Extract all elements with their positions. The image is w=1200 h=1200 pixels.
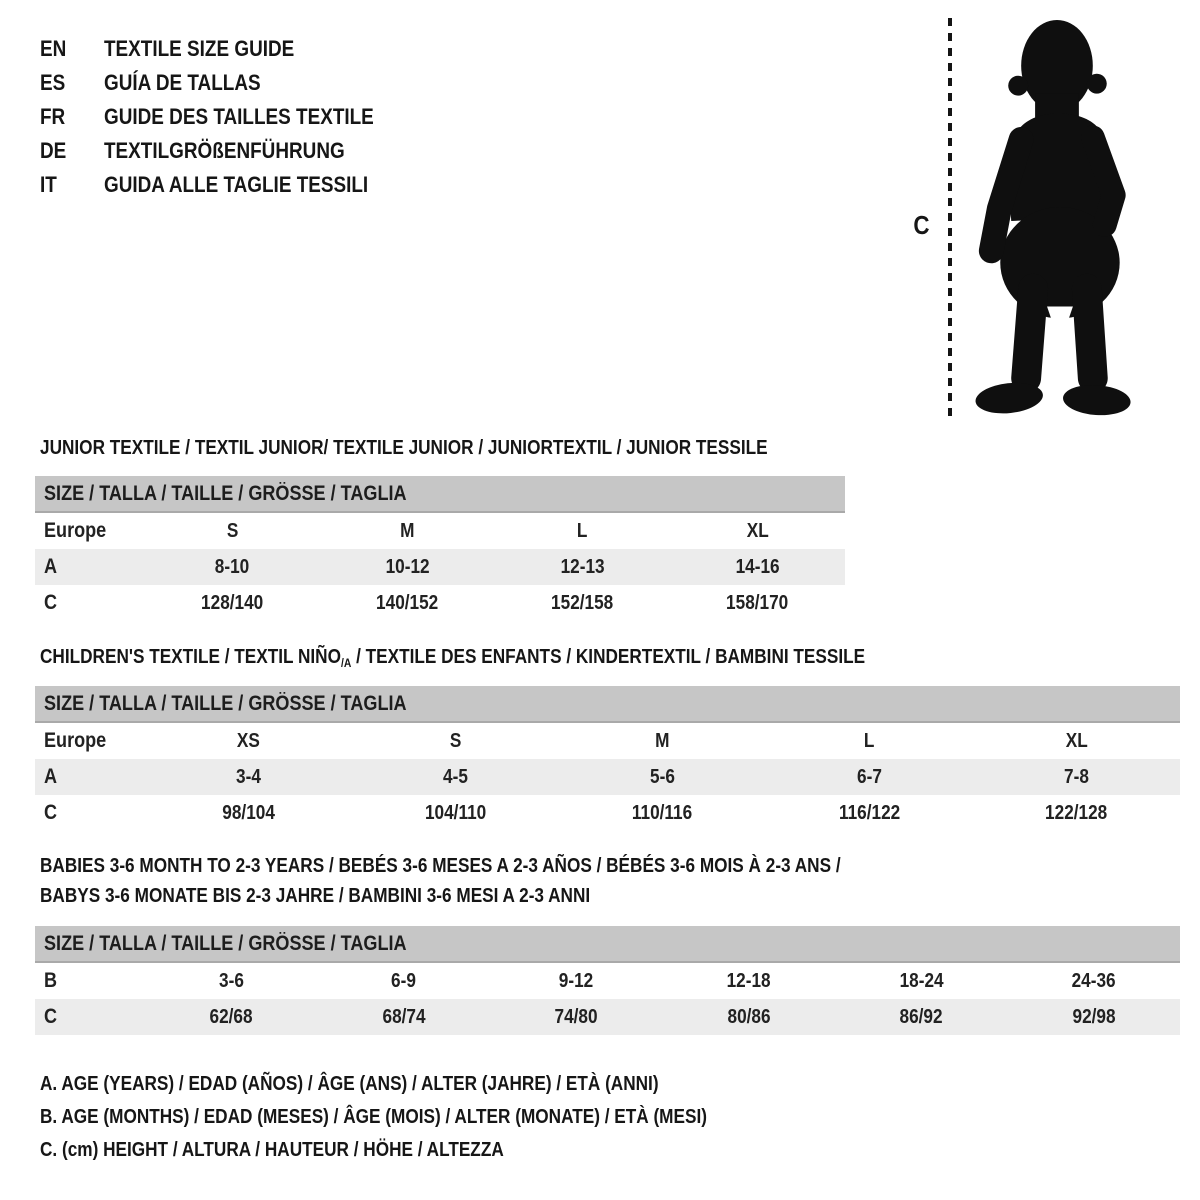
babies-heading-line1: BABIES 3-6 MONTH TO 2-3 YEARS / BEBÉS 3-6 MESES A 2-3 AÑOS / BÉBÉS 3-6 MOIS À 2-3 ANS / — [40, 855, 841, 877]
table-row-height — [35, 585, 845, 621]
age-cell: 3-4 — [236, 765, 261, 788]
junior-size-table — [35, 476, 845, 621]
legend-text: A. AGE (YEARS) / EDAD (AÑOS) / ÂGE (ANS) / ALTER (JAHRE) / ETÀ (ANNI) — [40, 1073, 659, 1095]
height-cell: 80/86 — [727, 1005, 771, 1028]
legend-text: B. AGE (MONTHS) / EDAD (MESES) / ÂGE (MOIS) / ALTER (MONATE) / ETÀ (MESI) — [40, 1106, 707, 1128]
language-code: IT — [40, 172, 57, 197]
toddler-silhouette-image — [968, 12, 1140, 420]
language-row-es — [40, 66, 418, 100]
language-title: TEXTILGRÖßENFÜHRUNG — [104, 138, 345, 163]
height-measure-dashed-line — [948, 18, 952, 416]
legend-line-b — [40, 1101, 816, 1134]
height-cell: 128/140 — [201, 591, 264, 614]
babies-size-table — [35, 926, 1180, 1035]
language-code: EN — [40, 36, 67, 61]
language-code: DE — [40, 138, 67, 163]
height-cell: 62/68 — [209, 1005, 253, 1028]
age-cell: 6-7 — [857, 765, 882, 788]
size-header-band — [35, 686, 1180, 723]
height-cell: 122/128 — [1045, 801, 1108, 824]
row-label: C — [44, 591, 58, 614]
size-header-text: SIZE / TALLA / TAILLE / GRÖSSE / TAGLIA — [44, 691, 407, 715]
children-heading-subscript: /A — [340, 656, 352, 670]
children-heading-text — [40, 642, 865, 678]
size-cell: M — [400, 519, 415, 542]
age-cell: 6-9 — [391, 969, 417, 992]
children-heading-prefix: CHILDREN'S TEXTILE / TEXTIL NIÑO — [40, 646, 341, 668]
height-cell: 104/110 — [424, 801, 487, 824]
height-cell: 92/98 — [1072, 1005, 1116, 1028]
table-row-europe — [35, 723, 1180, 759]
height-cell: 140/152 — [376, 591, 439, 614]
age-cell: 4-5 — [443, 765, 468, 788]
row-label: Europe — [44, 519, 107, 542]
table-row-age-months — [35, 963, 1180, 999]
table-row-height — [35, 795, 1180, 831]
language-row-en — [40, 32, 418, 66]
size-header-band — [35, 926, 1180, 963]
table-row-age — [35, 549, 845, 585]
age-cell: 3-6 — [218, 969, 244, 992]
size-header-text: SIZE / TALLA / TAILLE / GRÖSSE / TAGLIA — [44, 931, 407, 955]
age-cell: 9-12 — [559, 969, 594, 992]
legend-line-c — [40, 1134, 816, 1167]
age-cell: 7-8 — [1064, 765, 1089, 788]
children-size-table — [35, 686, 1180, 831]
legend-text: C. (cm) HEIGHT / ALTURA / HAUTEUR / HÖHE / ALTEZZA — [40, 1139, 504, 1161]
size-header-band — [35, 476, 845, 513]
row-label: C — [44, 1005, 58, 1028]
age-cell: 12-13 — [560, 555, 605, 578]
language-row-de — [40, 134, 418, 168]
row-label: A — [44, 765, 58, 788]
language-title: GUIDA ALLE TAGLIE TESSILI — [104, 172, 369, 197]
measure-legend — [40, 1068, 816, 1167]
size-cell: L — [864, 729, 875, 752]
row-label: A — [44, 555, 58, 578]
height-cell: 110/116 — [632, 801, 693, 824]
size-cell: M — [655, 729, 670, 752]
height-cell: 74/80 — [554, 1005, 598, 1028]
table-row-age — [35, 759, 1180, 795]
size-cell: XL — [746, 519, 769, 542]
measure-letter: C — [913, 210, 930, 240]
age-cell: 12-18 — [726, 969, 771, 992]
language-title: GUIDE DES TAILLES TEXTILE — [104, 104, 374, 129]
legend-line-a — [40, 1068, 816, 1101]
babies-heading-line2: BABYS 3-6 MONATE BIS 2-3 JAHRE / BAMBINI 3-6 MESI A 2-3 ANNI — [40, 885, 591, 907]
height-cell: 68/74 — [382, 1005, 426, 1028]
size-header-text: SIZE / TALLA / TAILLE / GRÖSSE / TAGLIA — [44, 481, 407, 505]
language-title: GUÍA DE TALLAS — [104, 70, 261, 95]
age-cell: 5-6 — [650, 765, 675, 788]
children-heading-suffix: / TEXTILE DES ENFANTS / KINDERTEXTIL / BAMBINI TESSILE — [351, 646, 866, 668]
height-cell: 152/158 — [551, 591, 614, 614]
age-cell: 8-10 — [215, 555, 250, 578]
section-heading-babies — [40, 851, 971, 911]
row-label: Europe — [44, 729, 107, 752]
height-cell: 98/104 — [222, 801, 275, 824]
language-title-list — [40, 32, 418, 202]
height-cell: 158/170 — [726, 591, 789, 614]
language-code: FR — [40, 104, 66, 129]
height-cell: 116/122 — [838, 801, 901, 824]
language-code: ES — [40, 70, 66, 95]
height-measure-label — [912, 210, 931, 241]
language-title: TEXTILE SIZE GUIDE — [104, 36, 295, 61]
section-heading-junior — [40, 433, 886, 463]
size-cell: XS — [237, 729, 260, 752]
age-cell: 18-24 — [899, 969, 944, 992]
section-heading-children — [40, 642, 999, 678]
junior-heading-text: JUNIOR TEXTILE / TEXTIL JUNIOR/ TEXTILE JUNIOR / JUNIORTEXTIL / JUNIOR TESSILE — [40, 437, 768, 459]
table-row-height — [35, 999, 1180, 1035]
age-cell: 24-36 — [1071, 969, 1116, 992]
language-row-fr — [40, 100, 418, 134]
age-cell: 14-16 — [735, 555, 780, 578]
age-cell: 10-12 — [385, 555, 430, 578]
height-cell: 86/92 — [899, 1005, 943, 1028]
row-label: C — [44, 801, 58, 824]
size-cell: S — [226, 519, 239, 542]
size-cell: XL — [1065, 729, 1088, 752]
row-label: B — [44, 969, 58, 992]
size-cell: L — [577, 519, 588, 542]
language-row-it — [40, 168, 418, 202]
table-row-europe — [35, 513, 845, 549]
size-cell: S — [449, 729, 462, 752]
